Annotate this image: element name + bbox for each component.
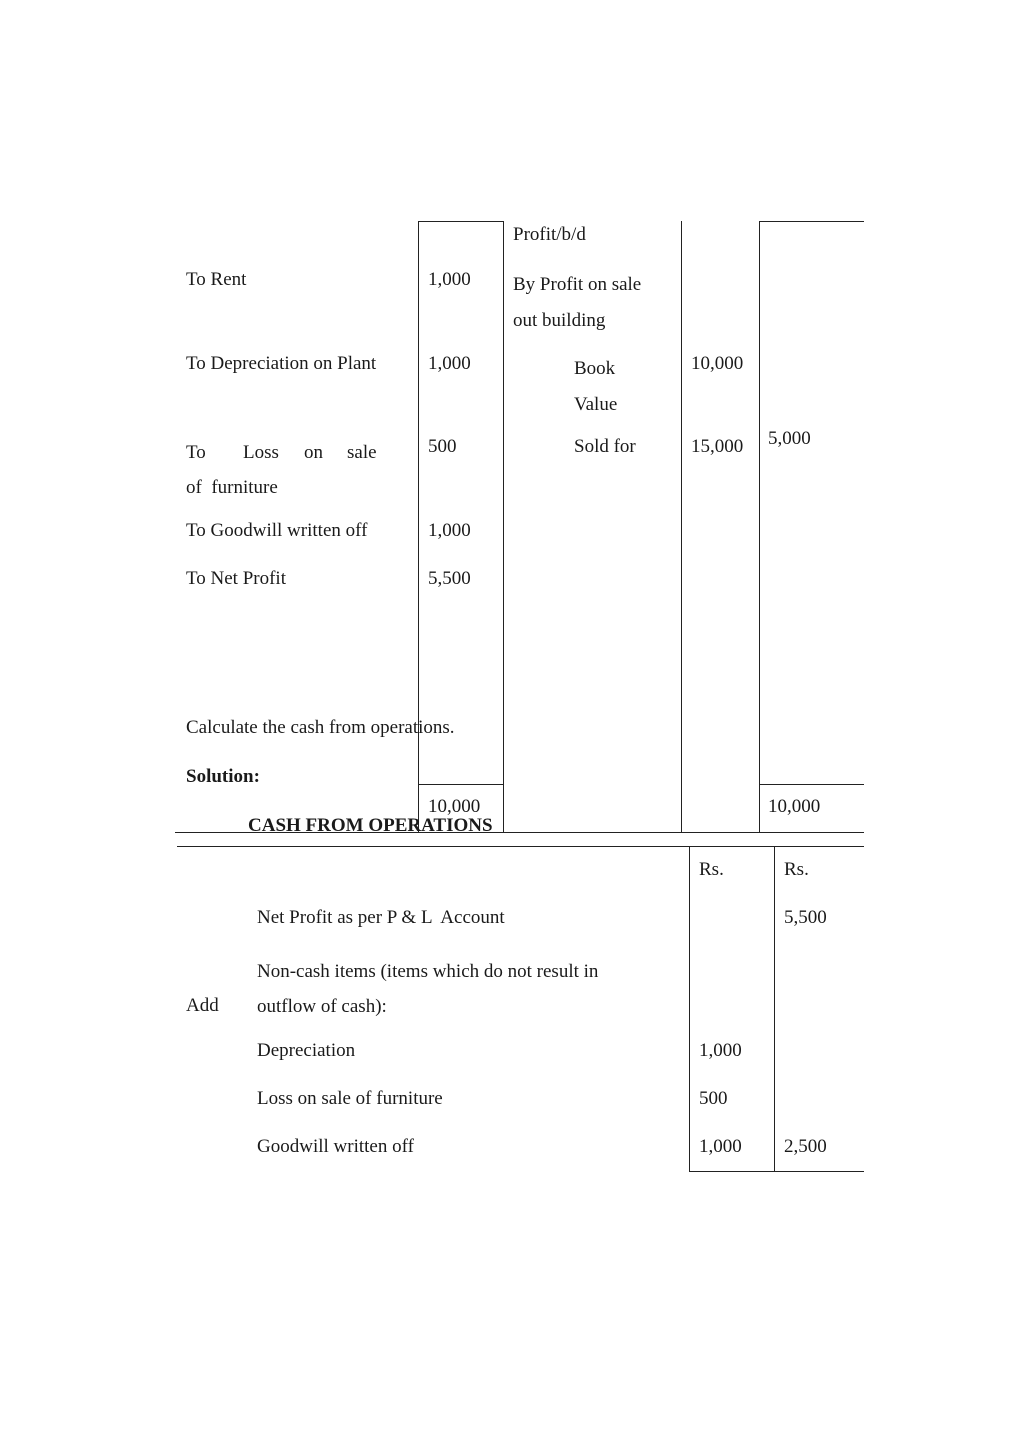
ledger-loss-word: To (186, 442, 206, 463)
ledger-col-line (418, 221, 419, 832)
ledger-total-line (759, 784, 864, 785)
ledger-top-line (418, 221, 503, 222)
cfo-add-label: Add (186, 995, 219, 1016)
ledger-profit-bd: Profit/b/d (513, 224, 586, 245)
ledger-depreciation-label: To Depreciation on Plant (186, 353, 377, 374)
ledger-loss-word: Loss (243, 442, 279, 463)
question-text: Calculate the cash from operations. (186, 717, 455, 738)
cfo-net-profit-amount: 5,500 (784, 907, 827, 928)
cfo-col-line (774, 846, 775, 1172)
ledger-col-line (681, 221, 682, 832)
ledger-loss-amount: 500 (428, 436, 457, 457)
ledger-col-line (503, 221, 504, 832)
ledger-sold-for: Sold for (574, 436, 636, 457)
ledger-goodwill-label: To Goodwill written off (186, 520, 368, 541)
cfo-heading: CASH FROM OPERATIONS (248, 815, 493, 836)
ledger-top-line (759, 221, 864, 222)
ledger-sold-for-amount: 15,000 (691, 436, 744, 457)
ledger-right-total: 10,000 (768, 796, 821, 817)
ledger-col-line (759, 221, 760, 832)
ledger-loss-label-line2: of furniture (186, 477, 278, 498)
cfo-col-line (689, 846, 690, 1172)
ledger-profit-sale-line2: out building (513, 310, 606, 331)
cfo-top-line (177, 846, 864, 847)
ledger-profit-sale-line1: By Profit on sale (513, 274, 642, 295)
ledger-left-total: 10,000 (428, 796, 481, 817)
cfo-item-label: Loss on sale of furniture (257, 1088, 443, 1109)
cfo-non-cash-line1: Non-cash items (items which do not result in (257, 961, 599, 982)
ledger-loss-word: on (304, 442, 323, 463)
ledger-net-profit-label: To Net Profit (186, 568, 286, 589)
ledger-book-value-line1: Book (574, 358, 616, 379)
cfo-bottom-line (689, 1171, 864, 1172)
ledger-loss-word: sale (347, 442, 377, 463)
ledger-profit-amount: 5,000 (768, 428, 811, 449)
ledger-rent-label: To Rent (186, 269, 247, 290)
ledger-depreciation-amount: 1,000 (428, 353, 471, 374)
cfo-item-label: Depreciation (257, 1040, 356, 1061)
ledger-goodwill-amount: 1,000 (428, 520, 471, 541)
cfo-col1-header: Rs. (699, 859, 724, 880)
ledger-book-value-amount: 10,000 (691, 353, 744, 374)
cfo-noncash-total: 2,500 (784, 1136, 827, 1157)
ledger-net-profit-amount: 5,500 (428, 568, 471, 589)
cfo-col2-header: Rs. (784, 859, 809, 880)
ledger-total-line (418, 784, 503, 785)
cfo-net-profit-label: Net Profit as per P & L Account (257, 907, 505, 928)
ledger-book-value-line2: Value (574, 394, 618, 415)
cfo-item-amount: 1,000 (699, 1136, 742, 1157)
cfo-item-amount: 1,000 (699, 1040, 742, 1061)
cfo-item-amount: 500 (699, 1088, 728, 1109)
cfo-non-cash-line2: outflow of cash): (257, 996, 387, 1017)
ledger-rent-amount: 1,000 (428, 269, 471, 290)
solution-label: Solution: (186, 766, 260, 787)
cfo-item-label: Goodwill written off (257, 1136, 414, 1157)
